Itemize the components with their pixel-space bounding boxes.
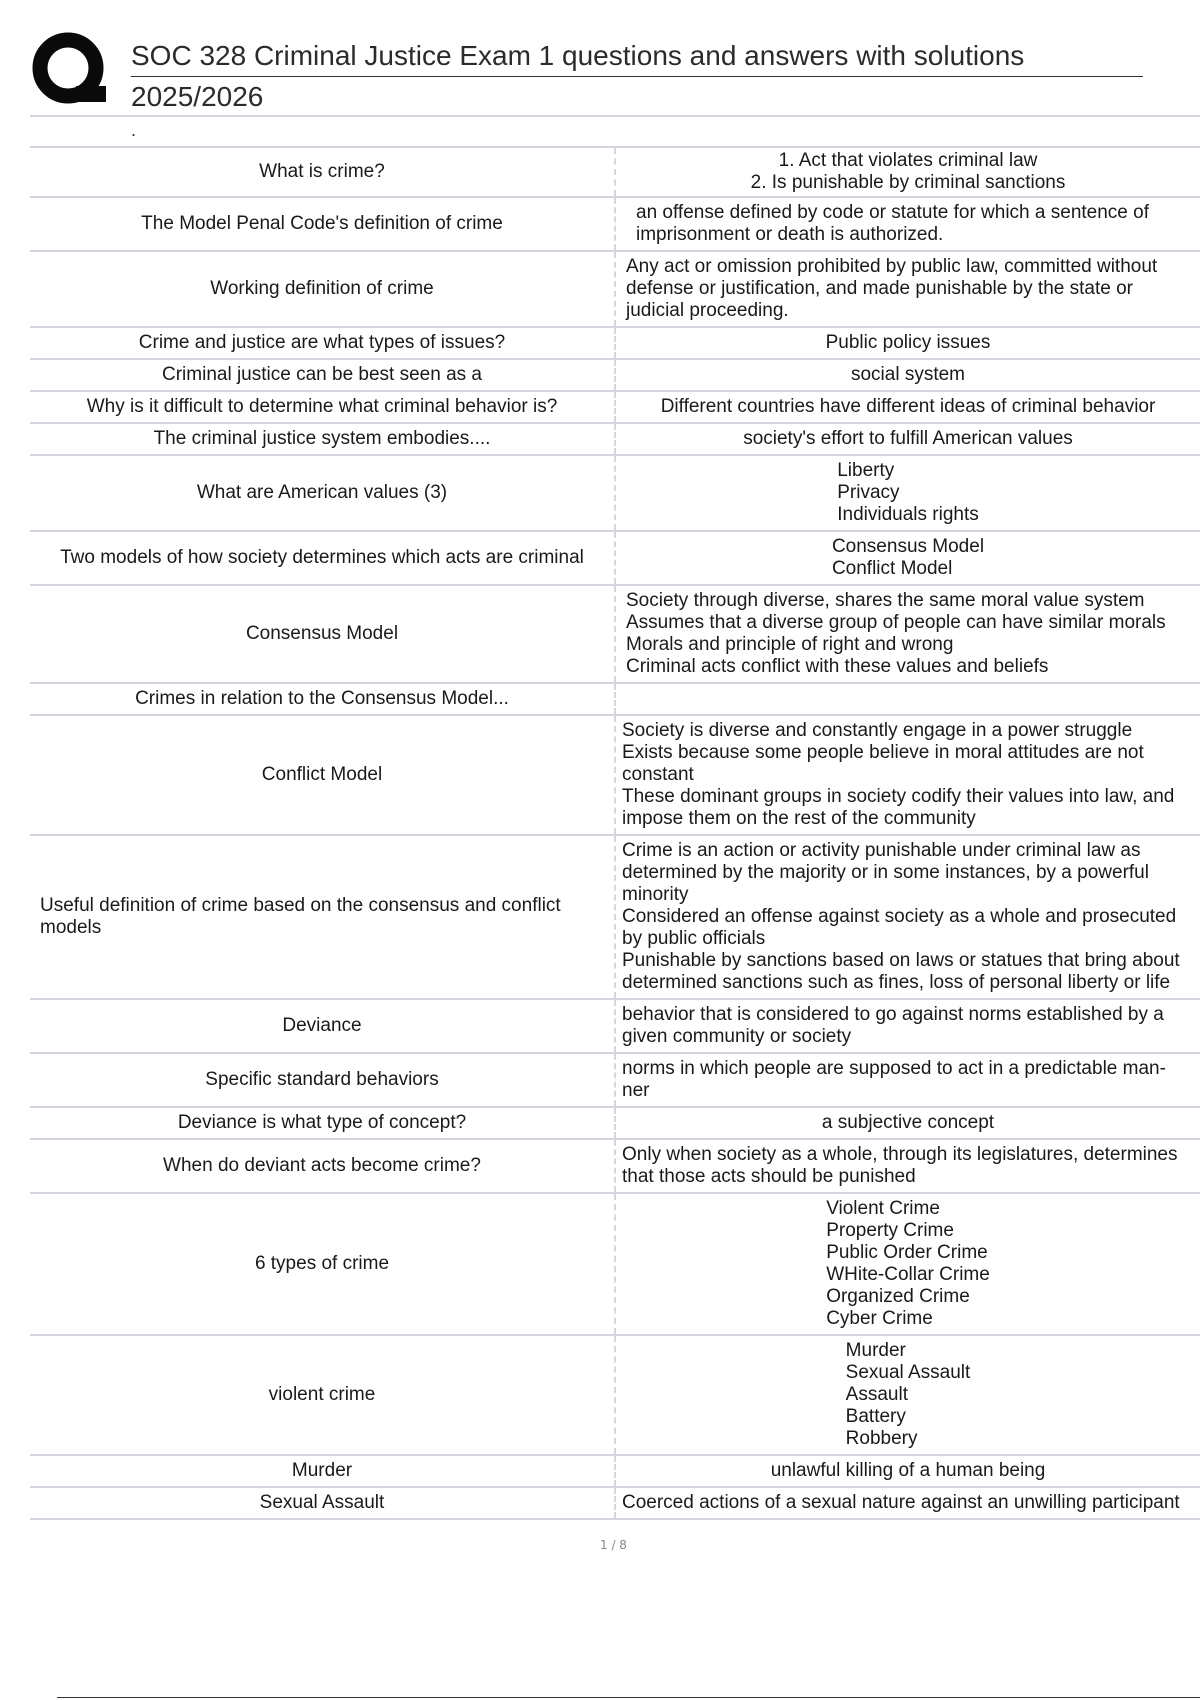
footer-divider — [57, 1697, 1200, 1698]
answer-cell — [614, 360, 1200, 390]
answer-list — [837, 460, 979, 526]
answer-cell — [614, 148, 1200, 196]
table-row — [30, 198, 1200, 252]
answer-line: Only when society as a whole, through its legislatures, determines — [622, 1144, 1178, 1165]
table-row — [30, 328, 1200, 360]
answer-line: judicial proceeding. — [626, 300, 789, 321]
answer-cell — [614, 1054, 1200, 1106]
answer-cell — [614, 1194, 1200, 1334]
answer-cell — [614, 392, 1200, 422]
table-row — [30, 1336, 1200, 1456]
answer-line: determined by the majority or in some instances, by a powerful — [622, 862, 1149, 883]
answer-line: Criminal acts conflict with these values and beliefs — [626, 656, 1049, 677]
question-cell: Two models of how society determines which acts are criminal — [60, 547, 584, 568]
answer-line: Different countries have different ideas of criminal behavior — [660, 396, 1156, 417]
answer-line: WHite-Collar Crime — [826, 1264, 990, 1285]
answer-line: Conflict Model — [831, 558, 953, 579]
answer-line: Liberty — [837, 460, 895, 481]
question-cell: Deviance is what type of concept? — [177, 1112, 467, 1133]
answer-line: Coerced actions of a sexual nature against an unwilling participant — [622, 1492, 1180, 1513]
answer-line: constant — [622, 764, 694, 785]
document-title — [131, 36, 1143, 117]
answer-line: determined sanctions such as fines, loss of personal liberty or life — [622, 972, 1171, 993]
table-row — [30, 456, 1200, 532]
question-cell: Working definition of crime — [210, 278, 434, 299]
question-cell: Murder — [291, 1460, 353, 1481]
stray-dot: . — [131, 120, 137, 140]
answer-line: society's effort to fulfill American values — [743, 428, 1073, 449]
answer-line: Property Crime — [826, 1220, 954, 1241]
header-divider — [30, 115, 1200, 117]
answer-cell — [614, 1488, 1200, 1518]
answer-line: These dominant groups in society codify their values into law, and — [622, 786, 1175, 807]
answer-cell — [614, 716, 1200, 834]
answer-cell — [614, 424, 1200, 454]
answer-line: defense or justification, and made punishable by the state or — [626, 278, 1133, 299]
question-cell: Criminal justice can be best seen as a — [162, 364, 482, 385]
question-cell: Crime and justice are what types of issues? — [138, 332, 506, 353]
answer-cell — [614, 1140, 1200, 1192]
question-cell: violent crime — [268, 1384, 376, 1405]
answer-line: unlawful killing of a human being — [770, 1460, 1046, 1481]
question-cell: Deviance — [282, 1015, 362, 1036]
answer-line: Consensus Model — [831, 536, 985, 557]
question-cell: Conflict Model — [261, 764, 383, 785]
answer-line: an offense defined by code or statute for which a sentence of — [636, 202, 1149, 223]
title-line-1: SOC 328 Criminal Justice Exam 1 questions and answers with solutions — [131, 36, 1143, 77]
table-row — [30, 146, 1200, 198]
answer-line: Murder — [845, 1340, 906, 1361]
question-cell: What are American values (3) — [196, 482, 448, 503]
answer-line: that those acts should be punished — [622, 1166, 916, 1187]
question-cell: The Model Penal Code's definition of crime — [141, 213, 503, 234]
answer-cell — [614, 1108, 1200, 1138]
question-cell: Specific standard behaviors — [205, 1069, 439, 1090]
answer-line: behavior that is considered to go against norms established by a — [622, 1004, 1164, 1025]
answer-line: 2. Is punishable by criminal sanctions — [750, 172, 1066, 193]
answer-list — [832, 536, 984, 580]
table-row — [30, 1456, 1200, 1488]
answer-line: Individuals rights — [837, 504, 979, 525]
answer-line: ner — [622, 1080, 650, 1101]
answer-cell — [614, 328, 1200, 358]
answer-cell — [614, 1456, 1200, 1486]
table-row — [30, 1054, 1200, 1108]
question-cell: Useful definition of crime based on the consensus and conflict models — [40, 895, 561, 938]
table-row — [30, 836, 1200, 1000]
answer-cell — [614, 586, 1200, 682]
answer-list — [826, 1198, 990, 1330]
table-row — [30, 392, 1200, 424]
answer-line: social system — [850, 364, 966, 385]
answer-cell — [614, 456, 1200, 530]
question-cell: Why is it difficult to determine what criminal behavior is? — [86, 396, 558, 417]
answer-cell — [614, 1000, 1200, 1052]
question-cell: Crimes in relation to the Consensus Model... — [135, 688, 509, 709]
answer-cell — [614, 532, 1200, 584]
answer-line: norms in which people are supposed to act in a predictable man- — [622, 1058, 1166, 1079]
question-cell: When do deviant acts become crime? — [163, 1155, 481, 1176]
answer-cell — [614, 1336, 1200, 1454]
answer-line: Privacy — [837, 482, 900, 503]
answer-line: imprisonment or death is authorized. — [636, 224, 944, 245]
answer-list — [846, 1340, 971, 1450]
answer-line: minority — [622, 884, 689, 905]
answer-line: Battery — [845, 1406, 906, 1427]
answer-line: Robbery — [845, 1428, 918, 1449]
table-row — [30, 252, 1200, 328]
table-row — [30, 586, 1200, 684]
table-row — [30, 716, 1200, 836]
title-line-2: 2025/2026 — [131, 81, 264, 112]
table-row — [30, 684, 1200, 716]
answer-line: Any act or omission prohibited by public law, committed without — [626, 256, 1158, 277]
answer-line: a subjective concept — [821, 1112, 995, 1133]
question-cell: Sexual Assault — [259, 1492, 385, 1513]
answer-line: Assumes that a diverse group of people can have similar morals — [626, 612, 1166, 633]
answer-line: Assault — [845, 1384, 908, 1405]
answer-cell — [614, 198, 1200, 250]
question-cell: The criminal justice system embodies.... — [153, 428, 491, 449]
question-cell: Consensus Model — [245, 623, 399, 644]
answer-line: Violent Crime — [826, 1198, 940, 1219]
question-cell: What is crime? — [259, 161, 385, 182]
answer-line: given community or society — [622, 1026, 852, 1047]
answer-cell — [614, 836, 1200, 998]
page-number: 1 / 8 — [600, 1538, 627, 1552]
answer-line: by public officials — [622, 928, 766, 949]
answer-line: Public policy issues — [825, 332, 991, 353]
answer-line: Sexual Assault — [845, 1362, 971, 1383]
table-row — [30, 1194, 1200, 1336]
answer-cell — [614, 252, 1200, 326]
table-row — [30, 1000, 1200, 1054]
table-row — [30, 1140, 1200, 1194]
answer-line: Punishable by sanctions based on laws or statues that bring about — [622, 950, 1180, 971]
answer-line: Morals and principle of right and wrong — [626, 634, 954, 655]
qa-table — [30, 146, 1200, 1520]
brand-logo-icon — [30, 30, 110, 110]
answer-cell — [614, 684, 1200, 714]
answer-line: Cyber Crime — [826, 1308, 933, 1329]
answer-line: 1. Act that violates criminal law — [778, 150, 1038, 171]
answer-line: Considered an offense against society as a whole and prosecuted — [622, 906, 1177, 927]
answer-line: Public Order Crime — [826, 1242, 988, 1263]
answer-line: Exists because some people believe in moral attitudes are not — [622, 742, 1144, 763]
table-row — [30, 1108, 1200, 1140]
answer-line: impose them on the rest of the community — [622, 808, 976, 829]
answer-line: Society is diverse and constantly engage in a power struggle — [622, 720, 1133, 741]
table-row — [30, 1488, 1200, 1520]
table-row — [30, 360, 1200, 392]
table-row — [30, 532, 1200, 586]
answer-line: Society through diverse, shares the same moral value system — [626, 590, 1145, 611]
answer-line: Organized Crime — [826, 1286, 970, 1307]
question-cell: 6 types of crime — [254, 1253, 390, 1274]
answer-line: Crime is an action or activity punishable under criminal law as — [622, 840, 1141, 861]
table-row — [30, 424, 1200, 456]
